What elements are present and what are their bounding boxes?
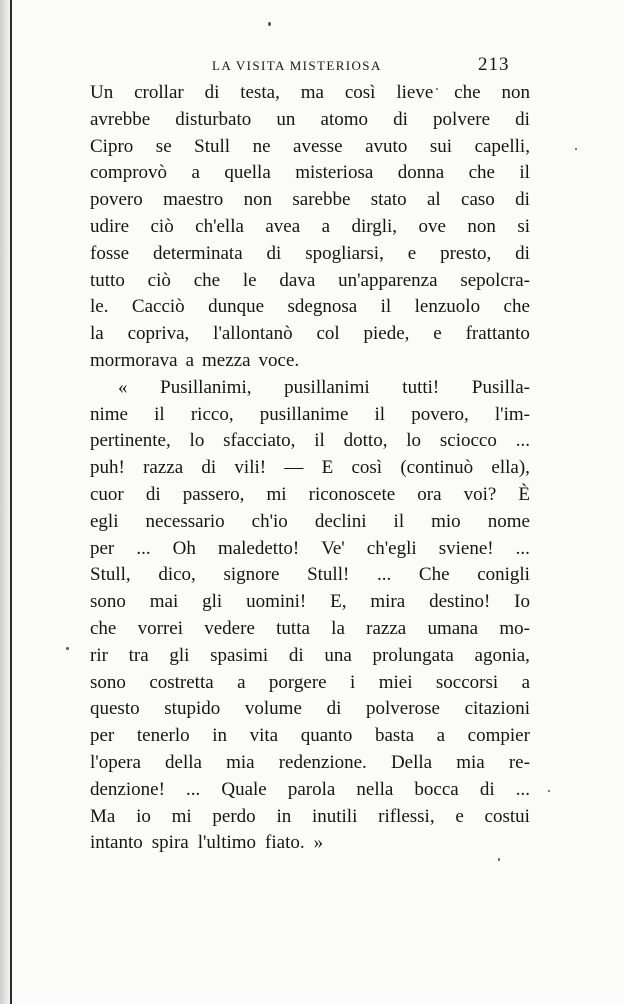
word: che [90, 617, 117, 639]
word: di [145, 483, 161, 505]
word: polvere [433, 108, 491, 130]
running-head-title: LA VISITA MISTERIOSA [212, 58, 382, 73]
word: redenzione. [278, 751, 367, 773]
word: ch'ella [195, 215, 244, 237]
word: povero, [411, 403, 469, 425]
word: maledetto! [217, 537, 300, 559]
word: Pusillanimi, [160, 376, 252, 398]
word: maestro [163, 189, 224, 211]
text-line [90, 294, 530, 321]
word: lieve [396, 82, 434, 103]
word: pusillanime [259, 403, 349, 425]
word: che [503, 296, 530, 318]
word: i [350, 671, 356, 693]
word: ... [515, 537, 530, 559]
word: conigli [477, 564, 530, 586]
word: a [237, 671, 246, 693]
word: mezza [202, 349, 251, 371]
word: pusillanimi [284, 376, 370, 398]
word: si [517, 215, 530, 237]
word: ... [186, 778, 201, 800]
word: non [467, 215, 496, 237]
word: costui [484, 805, 530, 827]
word: denzione! [90, 778, 165, 800]
word: (continuò [400, 457, 474, 479]
word: la [90, 323, 104, 345]
word: ch'io [251, 510, 288, 532]
word: il [374, 403, 386, 425]
word: umana [427, 617, 479, 639]
word: gli [169, 644, 190, 666]
word: inutili [311, 805, 358, 827]
paper-speck [498, 858, 500, 861]
word: Cacciò [131, 296, 185, 318]
word: di [515, 108, 530, 130]
word: mai [149, 591, 179, 613]
word: a [521, 671, 530, 693]
word: dava [279, 269, 316, 291]
word: compier [467, 725, 530, 747]
word: fiato. [265, 832, 305, 854]
word: prolungata [372, 644, 454, 666]
word: miei [378, 671, 413, 693]
paper-speck [66, 647, 69, 650]
word: così [344, 82, 376, 103]
text-line [90, 830, 530, 857]
text-line [90, 696, 530, 723]
text-line [90, 134, 530, 161]
text-line [90, 670, 530, 697]
text-line [90, 589, 530, 616]
word: lo [406, 430, 422, 452]
word: copriva, [127, 323, 190, 345]
word: stupido [164, 698, 221, 720]
word: È [518, 483, 530, 505]
text-line [90, 241, 530, 268]
word: non [501, 82, 530, 103]
text-line [90, 107, 530, 134]
word: che [468, 162, 495, 184]
word: per [90, 537, 115, 559]
page-gutter-edge [10, 0, 12, 1004]
word: nime [90, 403, 128, 425]
text-line [90, 723, 530, 750]
word: a [436, 725, 446, 747]
word: Della [390, 751, 433, 773]
word: egli [90, 510, 119, 532]
word: — [284, 457, 304, 479]
word: cuor [90, 483, 124, 505]
word: sono [90, 671, 126, 693]
word: riflessi, [378, 805, 435, 827]
word: perdo [212, 805, 256, 827]
word: l'im- [494, 403, 530, 425]
word: Pusilla- [471, 376, 530, 398]
word: signore [223, 564, 280, 586]
word: ricco, [190, 403, 234, 425]
text-line [90, 509, 530, 536]
word: di [515, 242, 530, 264]
word: le. [90, 296, 109, 318]
word: di [326, 698, 342, 720]
word: lenzuolo [414, 296, 481, 318]
word: di [201, 457, 217, 479]
word: di [204, 82, 220, 103]
text-line [90, 375, 530, 402]
word: polverose [366, 698, 440, 720]
word: tenerlo [136, 725, 190, 747]
text-line [90, 536, 530, 563]
word: di [393, 108, 408, 130]
word: destino! [429, 591, 491, 613]
word: al [426, 189, 441, 211]
text-line [90, 80, 530, 107]
word: avrebbe [90, 108, 151, 130]
word: ... [136, 537, 151, 559]
word: re- [508, 751, 530, 773]
word: in [276, 805, 292, 827]
word: ... [376, 564, 392, 586]
word: dirgli, [351, 215, 398, 237]
word: ... [515, 430, 530, 452]
word: vorrei [137, 617, 183, 639]
word: intanto [90, 832, 143, 854]
running-head [0, 55, 624, 77]
word: mi [171, 805, 192, 827]
word: porgere [268, 671, 327, 693]
paper-speck [548, 790, 550, 792]
word: il [314, 430, 325, 452]
word: atomo [320, 108, 369, 130]
word: Ma [90, 805, 116, 827]
word: ne [252, 135, 271, 157]
word: mia [456, 751, 485, 773]
word: spasimi [210, 644, 269, 666]
word: bocca [414, 778, 459, 800]
word: sviene! [438, 537, 494, 559]
word: la [331, 617, 345, 639]
text-line [90, 402, 530, 429]
word: Quale [221, 778, 267, 800]
word: un [276, 108, 296, 130]
word: mi [266, 483, 287, 505]
word: di [479, 778, 495, 800]
paper-speck [268, 22, 271, 26]
text-line [90, 804, 530, 831]
word: Io [514, 591, 530, 613]
word: e [407, 242, 417, 264]
word: declini [314, 510, 367, 532]
body-text [90, 80, 530, 857]
word: il [519, 162, 530, 184]
word: a [321, 215, 331, 237]
word: razza [143, 457, 184, 479]
word: costretta [149, 671, 214, 693]
word: basta [375, 725, 415, 747]
word: tutti! [402, 376, 440, 398]
word: nella [356, 778, 394, 800]
word: io [136, 805, 151, 827]
word: e [433, 323, 442, 345]
word: l'allontanò [213, 323, 293, 345]
word: tutta [276, 617, 310, 639]
word: razza [366, 617, 407, 639]
word: ... [515, 778, 530, 800]
word: il [154, 403, 165, 425]
word: udire [90, 215, 130, 237]
word: Oh [172, 537, 196, 559]
word: Cipro [90, 135, 134, 157]
word: E, [330, 591, 347, 613]
word: una [324, 644, 352, 666]
word: mia [226, 751, 255, 773]
word: ove [418, 215, 446, 237]
page-gutter-shadow [0, 0, 10, 1004]
word: che [454, 82, 481, 103]
word: gli [202, 591, 223, 613]
word: riconoscete [308, 483, 396, 505]
word: ma [300, 82, 324, 103]
word: avuto [365, 135, 408, 157]
word: citazioni [464, 698, 530, 720]
word: ch'egli [366, 537, 417, 559]
word: Un [90, 82, 114, 103]
text-line [90, 214, 530, 241]
word: un'apparenza [338, 269, 438, 291]
word: spira [151, 832, 189, 854]
word: crollar [134, 82, 184, 103]
word: rir [90, 644, 108, 666]
word: le [242, 269, 257, 291]
word: E [321, 457, 334, 479]
word: quella [224, 162, 271, 184]
word: vita [249, 725, 279, 747]
word: Stull [194, 135, 231, 157]
word: sui [429, 135, 453, 157]
text-line [90, 348, 530, 375]
word: il [380, 296, 392, 318]
text-line [90, 482, 530, 509]
word: sarebbe [292, 189, 351, 211]
word: volume [244, 698, 302, 720]
text-line [90, 562, 530, 589]
word: l'ultimo [197, 832, 257, 854]
word: fosse [90, 242, 130, 264]
word: Che [418, 564, 450, 586]
word: il [393, 510, 405, 532]
word: necessario [145, 510, 225, 532]
word: soccorsi [435, 671, 499, 693]
word: caso [461, 189, 495, 211]
word: determinata [152, 242, 243, 264]
word: agonia, [474, 644, 530, 666]
paper-speck [436, 88, 438, 90]
word: tra [128, 644, 149, 666]
word: voi? [463, 483, 497, 505]
word: di [288, 644, 304, 666]
paper-speck [575, 148, 577, 150]
text-line [90, 750, 530, 777]
word: comprovò [90, 162, 168, 184]
word: povero [90, 189, 143, 211]
word: capelli, [474, 135, 530, 157]
word: non [243, 189, 273, 211]
text-line [90, 268, 530, 295]
word: vili! [234, 457, 267, 479]
text-line [90, 643, 530, 670]
word: avesse [293, 135, 343, 157]
word: di [515, 189, 530, 211]
word: a [185, 349, 195, 371]
word: piede, [363, 323, 410, 345]
word: Ve' [321, 537, 345, 559]
word: dunque [208, 296, 265, 318]
word: donna [397, 162, 445, 184]
word: quanto [300, 725, 353, 747]
text-line [90, 428, 530, 455]
text-line [90, 777, 530, 804]
word: » [313, 832, 324, 854]
word: ora [417, 483, 442, 505]
word: presto, [440, 242, 492, 264]
word: se [155, 135, 172, 157]
text-line [90, 160, 530, 187]
word: voce. [258, 349, 300, 371]
word: uomini! [246, 591, 307, 613]
word: a [191, 162, 200, 184]
word: Stull! [307, 564, 350, 586]
text-line [90, 321, 530, 348]
word: l'opera [90, 751, 141, 773]
word: spogliarsi, [305, 242, 384, 264]
word: sciocco [439, 430, 497, 452]
word: questo [90, 698, 140, 720]
word: mo- [499, 617, 530, 639]
word: nome [487, 510, 530, 532]
word: sdegnosa [287, 296, 358, 318]
word: ciò [150, 215, 174, 237]
word: e [455, 805, 464, 827]
word: tutto [90, 269, 125, 291]
word: sepolcra- [460, 269, 530, 291]
word: mio [431, 510, 461, 532]
word: frattanto [465, 323, 530, 345]
word: testa, [240, 82, 280, 103]
word: in [212, 725, 227, 747]
text-line [90, 455, 530, 482]
word: per [90, 725, 115, 747]
word: così [351, 457, 383, 479]
text-line [90, 187, 530, 214]
word: ciò [147, 269, 171, 291]
word: mormorava [90, 349, 178, 371]
word: dico, [158, 564, 196, 586]
word: della [165, 751, 202, 773]
word: mira [370, 591, 406, 613]
word: sono [90, 591, 126, 613]
word: dotto, [343, 430, 388, 452]
word: Stull, [90, 564, 131, 586]
word: disturbato [175, 108, 252, 130]
page-number: 213 [478, 54, 510, 75]
text-line [90, 616, 530, 643]
word: sfacciato, [223, 430, 296, 452]
word: passero, [182, 483, 245, 505]
word: avea [265, 215, 301, 237]
word: stato [370, 189, 407, 211]
word: che [193, 269, 221, 291]
word: misteriosa [295, 162, 374, 184]
word: vedere [204, 617, 255, 639]
word: di [266, 242, 282, 264]
word: ella), [491, 457, 530, 479]
word: « [118, 376, 128, 398]
word: pertinente, [90, 430, 171, 452]
word: puh! [90, 457, 125, 479]
word: lo [189, 430, 205, 452]
word: col [316, 323, 340, 345]
word: parola [287, 778, 336, 800]
